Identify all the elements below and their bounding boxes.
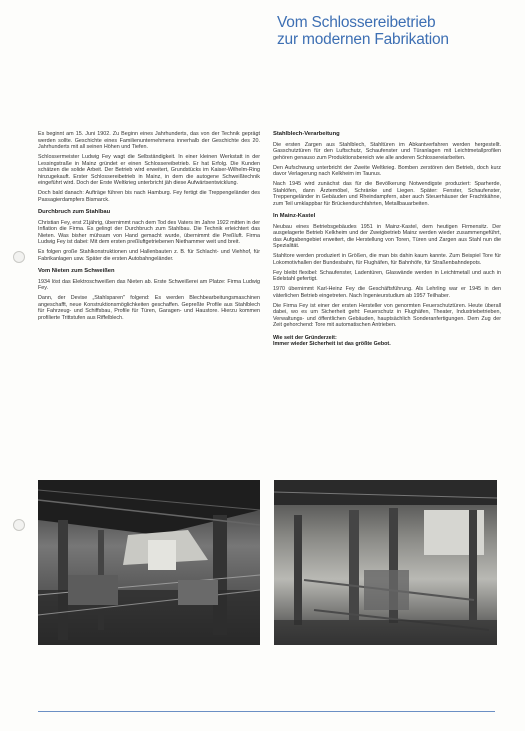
heading-kastel: In Mainz-Kastel [273, 213, 316, 220]
punch-hole-bottom [13, 519, 25, 531]
heading-durchbruch: Durchbruch zum Stahlbau [38, 209, 111, 215]
kastel-paragraph-5: Die Firma Fey ist einer der ersten Hersteller von genormten Feuerschutztüren. Heute überall dabei, wo es um Sicherheit geht: Feuerschutz in Flughäfen, Theater, Industriebetrieben, Verwaltungs- und öffentlichen Gebäuden, hauptsächlich Sonderanfertigungen. Dem Zug der Zeit gehorchend: Tore mit automatischen Antrieben. [273, 302, 501, 329]
left-column [38, 131, 260, 325]
nieten-paragraph-2: Dann, der Devise „Stahlsparen" folgend: Es werden Blechbearbeitungsmaschinen angeschafft, neue Konstruktionsmöglichkeiten geschaffen. Gepreßte Profile aus Stahlblech für Fahrzeug- und Schiffsbau, Profile für Türen, Garagen- und Haustore. Hierzu kommen profilierte Trittstufen aus Riffelblech. [38, 295, 260, 321]
title-line-1: Vom Schlossereibetrieb [277, 14, 436, 31]
closing-line-1: Wie seit der Gründerzeit: [273, 334, 337, 341]
nieten-paragraph-1: 1934 löst das Elektroschweißen das Nieten ab. Erste Schweißerei am Platze: Firma Ludwig Fey. [38, 278, 260, 292]
footer-rule [38, 711, 495, 712]
workshop-photo-left [38, 480, 260, 645]
page-title [277, 14, 517, 48]
title-line-2: zur modernen Fabrikation [277, 31, 449, 48]
heading-nieten: Vom Nieten zum Schweißen [38, 268, 115, 275]
punch-hole-top [13, 251, 25, 263]
intro-paragraph-1: Es beginnt am 15. Juni 1902. Zu Beginn eines Jahrhunderts, das von der Technik geprägt werden sollte. Geschichte eines Familienunternehmens innerhalb der Geschichte des 20. Jahrhunderts mit all seinen Höhen und Tiefen. [38, 131, 260, 150]
kastel-paragraph-4: 1970 übernimmt Karl-Heinz Fey die Geschäftsführung. Als Lehrling war er 1945 in den väterlichen Betrieb eingetreten. Nach Ingenieurstudium ab 1957 Teilhaber. [273, 286, 501, 299]
verarbeitung-paragraph-2: Den Aufschwung unterbricht der Zweite Weltkrieg. Bomben zerstören den Betrieb, doch kurz davor Verlagerung nach Kelkheim im Taunus. [273, 164, 501, 178]
closing-line-2: Immer wieder Sicherheit ist das größte Gebot. [273, 341, 391, 348]
kastel-paragraph-1: Neubau eines Betriebsgebäudes 1951 in Mainz-Kastel, dem heutigen Firmensitz. Der ausgelagerte Betrieb Kelkheim und der Zweigbetrieb Mainz werden wieder zusammengeführt, das Aufgabengebiet erweitert, die Herstellung von Toren, Türen und Zargen aus Stahl nun die Spezialität. [273, 223, 501, 250]
verarbeitung-paragraph-3: Nach 1945 wird zunächst das für die Bevölkerung Notwendigste produziert: Sparherde, Stahlöfen, dann Ärztemöbel, Schränke und Liegen. Später: Fenster, Schaufenster, Treppengeländer in Gebäuden und Rheindampfern, aber auch Steuerhäuser der Frachtkähne, zum Teil umklappbar für Brückendurchfahrten, Metallbauarbeiten. [273, 181, 501, 207]
durchbruch-paragraph-2: Es folgen große Stahlkonstruktionen und Hallenbauten z. B. für Schlacht- und Viehhof, für Fabrikanlagen usw. Später die ersten Autobahngeländer. [38, 249, 260, 262]
kastel-paragraph-2: Stahltore werden produziert in Größen, die man bis dahin kaum kannte. Zum Beispiel Tore für Lokomotivhallen der Bundesbahn, für Flughäfen, für Bahnhöfe, für Straßenbahndepots. [273, 253, 501, 266]
intro-paragraph-2: Schlossermeister Ludwig Fey wagt die Selbständigkeit. In einer kleinen Werkstatt in der Lessingstraße in Mainz gründet er einen Schlossereibetrieb. Er hat Erfolg. Die Kunden schätzen die solide Arbeit. Der Betrieb wird erweitert, Grundstücks im Kaiser-Wilhelm-Ring hinzugekauft. Erster Schlossereibetrieb in Mainz, in dem die autogene Schweißtechnik eingeführt wird. Doch der Erste Weltkrieg unterbricht jäh diese Aufwärtsentwicklung. [38, 154, 260, 186]
heading-verarbeitung: Stahlblech-Verarbeitung [273, 131, 340, 137]
closing-statement [273, 335, 501, 348]
right-column [273, 131, 501, 351]
intro-paragraph-3: Doch bald danach: Aufträge führen bis nach Hamburg. Fey fertigt die Treppengeländer des Passagierdampfers Bismarck. [38, 190, 260, 203]
verarbeitung-paragraph-1: Die ersten Zargen aus Stahlblech, Stahltüren im Abkantverfahren werden hergestellt. Gasschutztüren für den Luftschutz, Schaufenster und Türanlagen mit Leichtmetallprofilen gehören genauso zum Produktionsbereich wie alle anderen Schlossereiarbeiten. [273, 141, 501, 161]
workshop-photo-right [274, 480, 497, 645]
kastel-paragraph-3: Fey bleibt flexibel: Schaufenster, Ladentüren, Glaswände werden in Leichtmetall und auch in Edelstahl gefertigt. [273, 269, 501, 283]
durchbruch-paragraph-1: Christian Fey, erst 21jährig, übernimmt nach dem Tod des Vaters im Jahre 1922 mitten in der Inflation die Firma. Es gelingt der Durchbruch zum Stahlbau. Die Technik erleichtert das Nieten. Was bisher mühsam von Hand gemacht wurde, übernimmt die Preßluft. Firma Ludwig Fey ist dabei: Mit dem ersten preßluftgetriebenen Niethammer weit und breit. [38, 219, 260, 246]
